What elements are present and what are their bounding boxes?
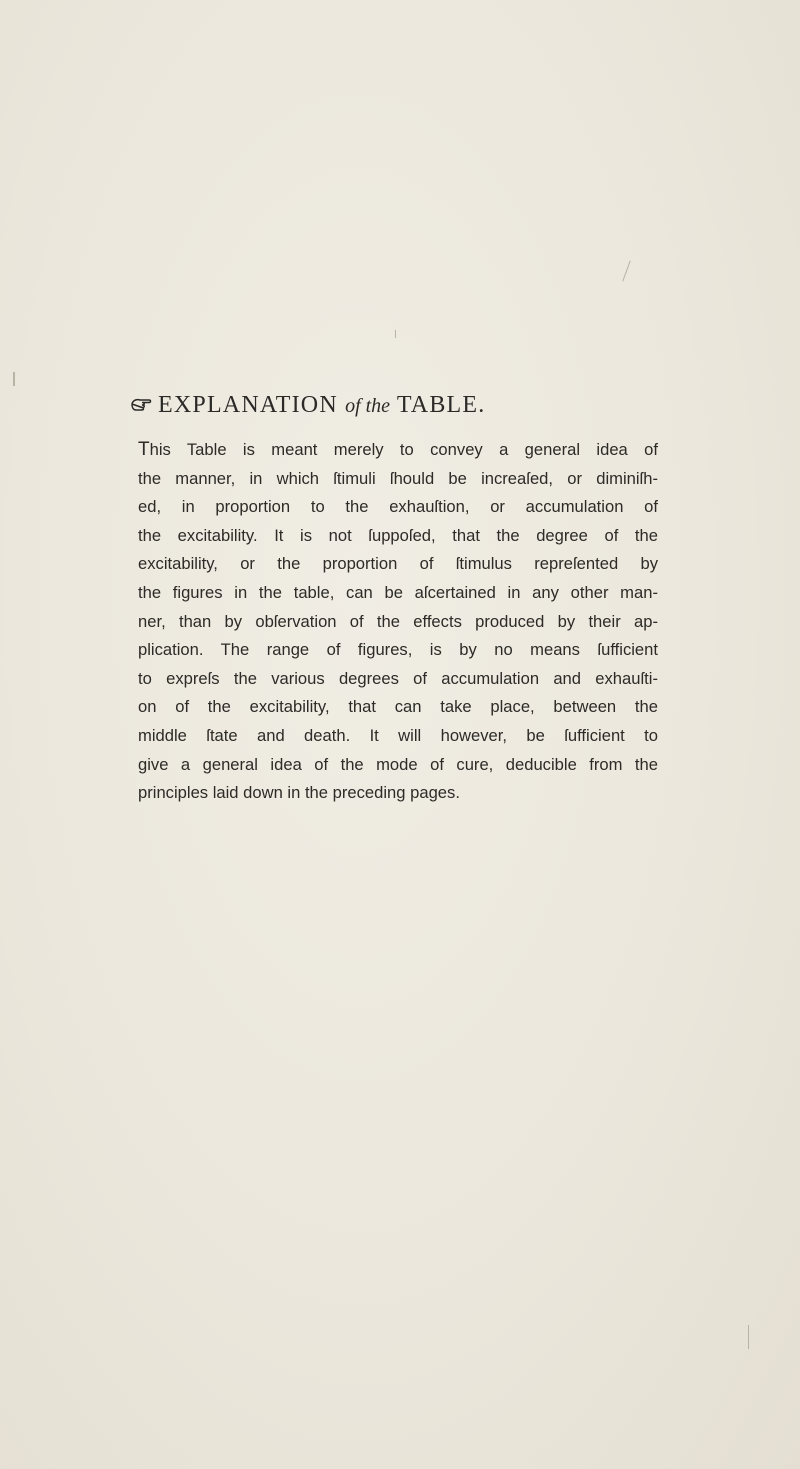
heading-title-connector: of the <box>345 395 391 417</box>
section-heading <box>130 392 690 419</box>
paragraph-line: plication. The range of figures, is by no means ſufficient <box>138 640 658 660</box>
paragraph-line: excitability, or the proportion of ſtimulus repreſented by <box>138 554 658 574</box>
paragraph-line: This Table is meant merely to convey a general idea of <box>138 439 658 460</box>
pointing-hand-icon <box>130 395 152 413</box>
paragraph-line: middle ſtate and death. It will however, be ſufficient to <box>138 725 658 745</box>
paragraph-line: ed, in proportion to the exhauſtion, or accumulation of <box>138 497 658 517</box>
paragraph-line: the manner, in which ſtimuli ſhould be increaſed, or diminiſh- <box>138 468 658 488</box>
paragraph-line: to expreſs the various degrees of accumulation and exhauſti- <box>138 668 658 688</box>
paper-mark <box>622 260 630 281</box>
paragraph-line: on of the excitability, that can take place, between the <box>138 697 658 717</box>
paragraph-line: principles laid down in the preceding pages. <box>138 783 460 803</box>
paragraph-line: give a general idea of the mode of cure, deducible from the <box>138 754 658 774</box>
heading-title-main: EXPLANATION <box>158 392 338 418</box>
paragraph-line: the figures in the table, can be aſcertained in any other man- <box>138 582 658 602</box>
paper-mark <box>748 1325 749 1349</box>
paragraph-line: the excitability. It is not ſuppoſed, that the degree of the <box>138 525 658 545</box>
paragraph-line: ner, than by obſervation of the effects produced by their ap- <box>138 611 658 631</box>
heading-title-end: TABLE. <box>396 392 486 418</box>
paper-mark <box>13 372 15 386</box>
paper-mark <box>395 330 396 338</box>
explanation-paragraph <box>138 436 658 808</box>
